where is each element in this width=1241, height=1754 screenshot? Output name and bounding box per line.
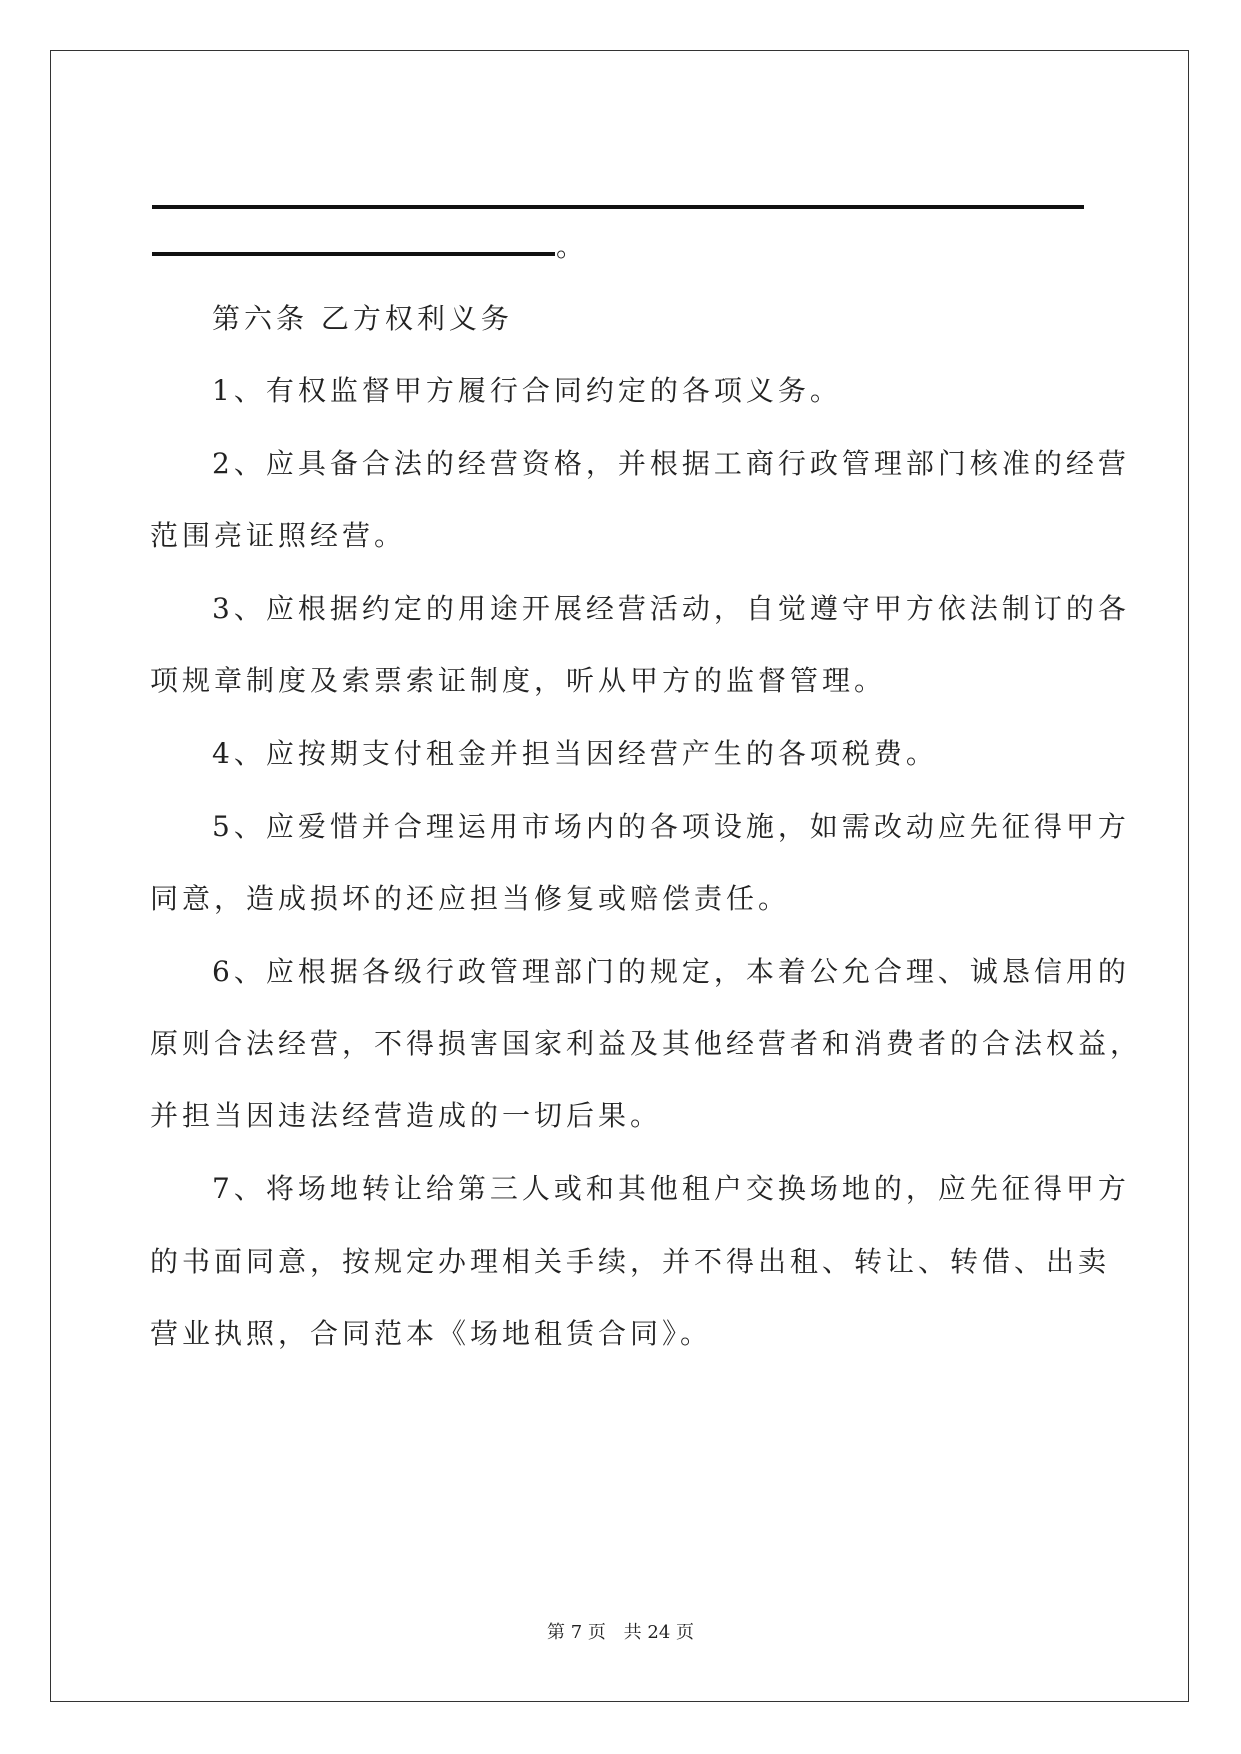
clause-7: 7、将场地转让给第三人或和其他租户交换场地的，应先征得甲方 — [212, 1172, 1130, 1205]
clause-2: 2、应具备合法的经营资格，并根据工商行政管理部门核准的经营 — [212, 447, 1130, 480]
clause-6-cont-2: 并担当因违法经营造成的一切后果。 — [150, 1099, 663, 1132]
blank-end-period: 。 — [556, 230, 585, 263]
clause-2-cont: 范围亮证照经营。 — [150, 519, 407, 552]
page-border — [50, 50, 1189, 1702]
clause-6: 6、应根据各级行政管理部门的规定，本着公允合理、诚恳信用的 — [212, 955, 1130, 988]
page-total: 共 24 页 — [623, 1622, 694, 1643]
clause-7-cont-1: 的书面同意，按规定办理相关手续，并不得出租、转让、转借、出卖 — [150, 1245, 1111, 1278]
fill-in-blank-line — [152, 205, 1084, 209]
clause-5: 5、应爱惜并合理运用市场内的各项设施，如需改动应先征得甲方 — [212, 810, 1130, 843]
clause-4: 4、应按期支付租金并担当因经营产生的各项税费。 — [212, 737, 938, 770]
clause-6-cont-1: 原则合法经营，不得损害国家利益及其他经营者和消费者的合法权益， — [150, 1027, 1143, 1060]
clause-1: 1、有权监督甲方履行合同约定的各项义务。 — [212, 374, 842, 407]
page-number: 第 7 页 — [547, 1622, 606, 1643]
clause-3: 3、应根据约定的用途开展经营活动，自觉遵守甲方依法制订的各 — [212, 592, 1130, 625]
fill-in-blank-line — [152, 252, 555, 256]
page-footer — [0, 1622, 1241, 1644]
section-heading: 第六条 乙方权利义务 — [212, 302, 513, 335]
clause-3-cont: 项规章制度及索票索证制度，听从甲方的监督管理。 — [150, 664, 887, 697]
clause-5-cont: 同意，造成损坏的还应担当修复或赔偿责任。 — [150, 882, 791, 915]
clause-7-cont-2: 营业执照，合同范本《场地租赁合同》。 — [150, 1317, 713, 1350]
